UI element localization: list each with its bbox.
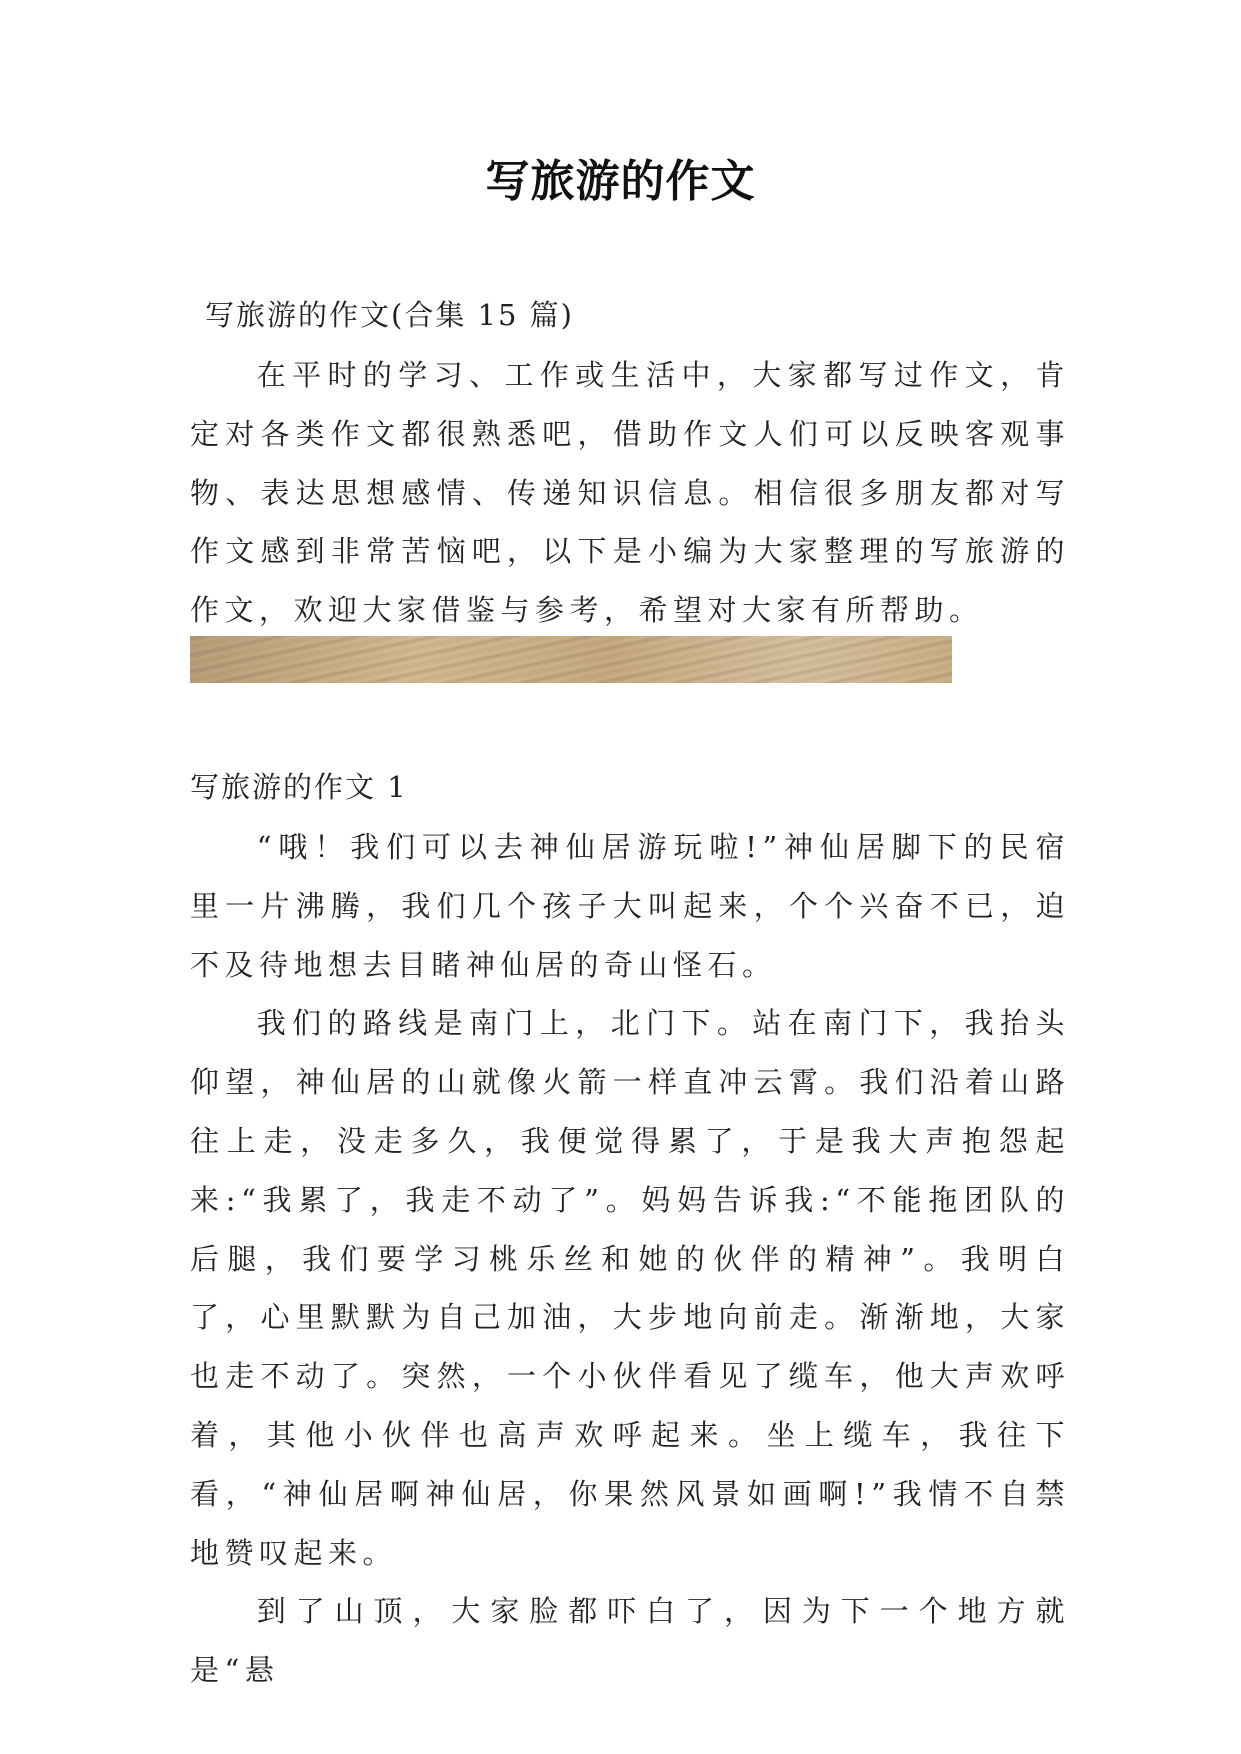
document-subtitle: 写旅游的作文(合集 15 篇)	[205, 298, 574, 332]
intro-paragraph: 在平时的学习、工作或生活中，大家都写过作文，肯定对各类作文都很熟悉吧，借助作文人们可以反映客观事物、表达思想感情、传递知识信息。相信很多朋友都对写作文感到非常苦恼吧，以下是小编为大家整理的写旅游的作文，欢迎大家借鉴与参考，希望对大家有所帮助。	[190, 358, 1070, 628]
essay-paragraph-2: 我们的路线是南门上，北门下。站在南门下，我抬头仰望，神仙居的山就像火箭一样直冲云霄。我们沿着山路往上走，没走多久，我便觉得累了，于是我大声抱怨起来:“我累了，我走不动了”。妈妈告诉我:“不能拖团队的后腿，我们要学习桃乐丝和她的伙伴的精神”。我明白了，心里默默为自己加油，大步地向前走。渐渐地，大家也走不动了。突然，一个小伙伴看见了缆车，他大声欢呼着，其他小伙伴也高声欢呼起来。坐上缆车，我往下看，“神仙居啊神仙居，你果然风景如画啊!”我情不自禁地赞叹起来。	[190, 1006, 1070, 1570]
essay-paragraph-1: “哦！我们可以去神仙居游玩啦!”神仙居脚下的民宿里一片沸腾，我们几个孩子大叫起来，个个兴奋不已，迫不及待地想去目睹神仙居的奇山怪石。	[190, 830, 1070, 982]
section-heading: 写旅游的作文 1	[190, 770, 408, 804]
essay-body	[190, 818, 1070, 1700]
document-title: 写旅游的作文	[485, 156, 756, 207]
intro-block	[190, 346, 1070, 640]
wood-texture-image	[190, 636, 952, 683]
essay-paragraph-3: 到了山顶，大家脸都吓白了，因为下一个地方就是“悬	[190, 1594, 1070, 1688]
